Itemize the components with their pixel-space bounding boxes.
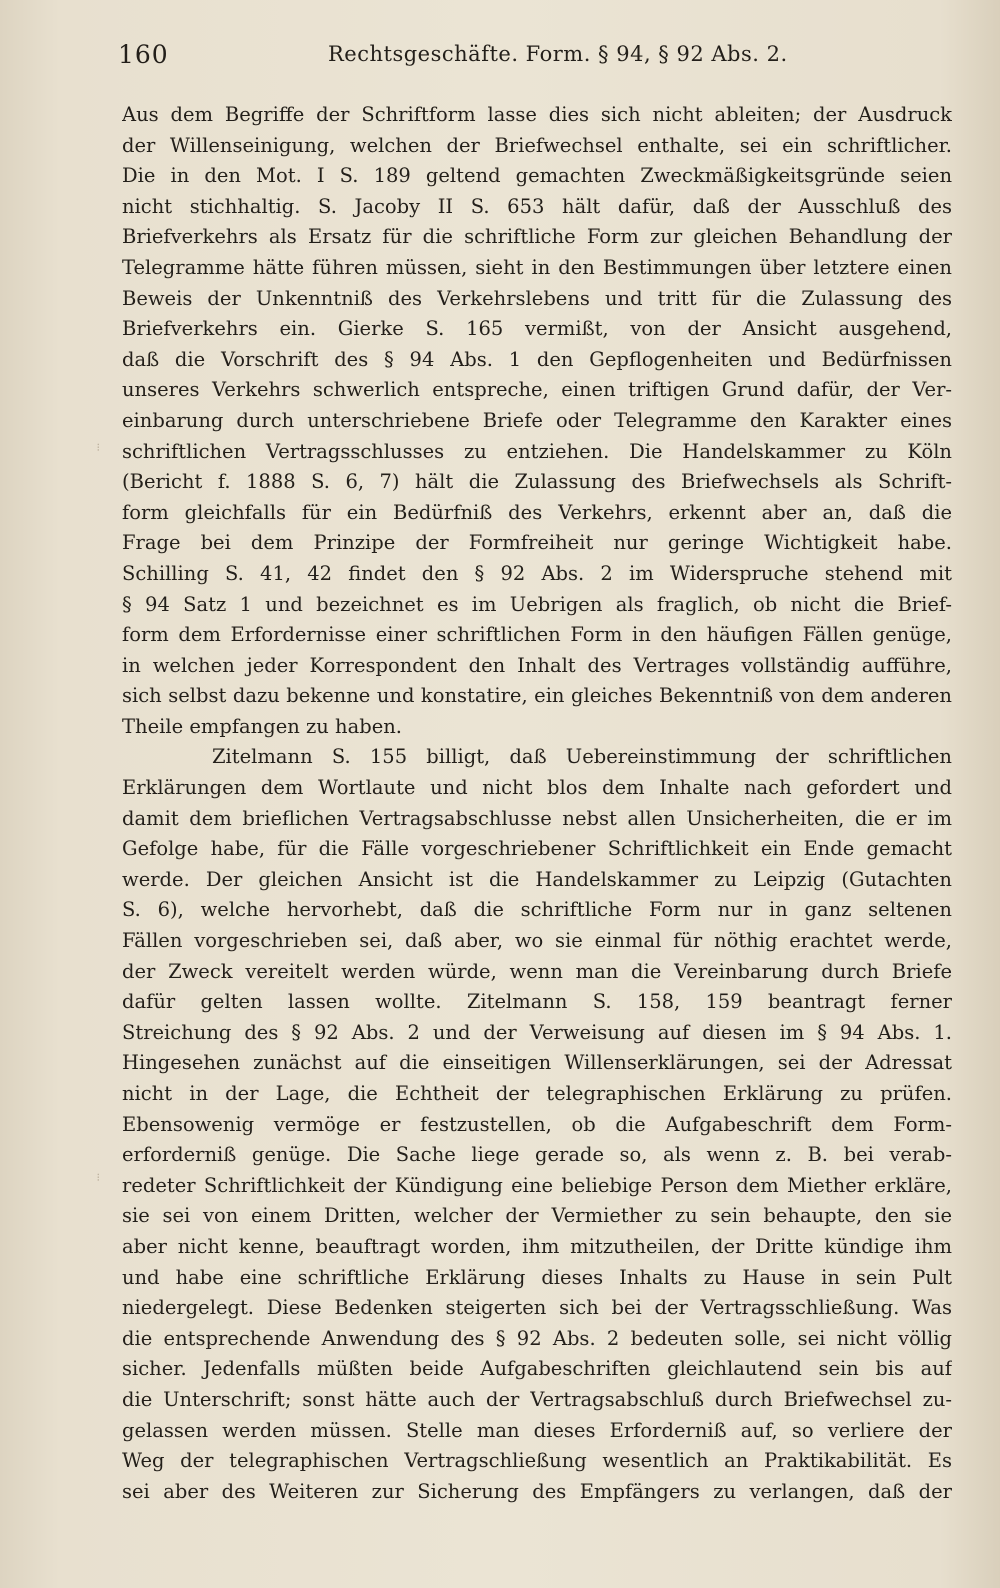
text-line: unseres Verkehrs schwerlich entspreche, einen triftigen Grund dafür, der Ver- — [122, 378, 952, 402]
text-line: daß die Vorschrift des § 94 Abs. 1 den Gepflogenheiten und Bedürfnissen — [122, 347, 952, 371]
text-line: nicht stichhaltig. S. Jacoby II S. 653 hält dafür, daß der Ausschluß des — [122, 194, 952, 218]
text-line: Beweis der Unkenntniß des Verkehrslebens und tritt für die Zulassung des — [122, 286, 952, 310]
text-line: redeter Schriftlichkeit der Kündigung eine beliebige Person dem Miether erkläre, — [122, 1173, 952, 1197]
text-line: dafür gelten lassen wollte. Zitelmann S. 158, 159 beantragt ferner — [122, 990, 952, 1014]
running-head: Rechtsgeschäfte. Form. § 94, § 92 Abs. 2. — [328, 42, 788, 66]
text-line: § 94 Satz 1 und bezeichnet es im Uebrigen als fraglich, ob nicht die Brief- — [122, 592, 952, 616]
text-line: nicht in der Lage, die Echtheit der telegraphischen Erklärung zu prüfen. — [122, 1082, 952, 1105]
text-line: werde. Der gleichen Ansicht ist die Handelskammer zu Leipzig (Gutachten — [122, 867, 952, 891]
text-line: Telegramme hätte führen müssen, sieht in den Bestimmungen über letztere einen — [122, 255, 952, 279]
text-line: der Willenseinigung, welchen der Briefwechsel enthalte, sei ein schriftlicher. — [122, 133, 952, 157]
body-text — [122, 100, 952, 1507]
text-line: die entsprechende Anwendung des § 92 Abs. 2 bedeuten solle, sei nicht völlig — [122, 1326, 952, 1350]
page-header — [118, 40, 948, 80]
text-line: Schilling S. 41, 42 findet den § 92 Abs. 2 im Widerspruche stehend mit — [122, 561, 952, 585]
text-line: Die in den Mot. I S. 189 geltend gemachten Zweckmäßigkeitsgründe seien — [122, 164, 952, 188]
text-line: einbarung durch unterschriebene Briefe oder Telegramme den Karakter eines — [122, 408, 952, 432]
text-line: gelassen werden müssen. Stelle man dieses Erforderniß auf, so verliere der — [122, 1418, 952, 1442]
text-line: Erklärungen dem Wortlaute und nicht blos dem Inhalte nach gefordert und — [122, 776, 952, 800]
text-line: Zitelmann S. 155 billigt, daß Uebereinstimmung der schriftlichen — [212, 745, 952, 769]
text-line: Hingesehen zunächst auf die einseitigen Willenserklärungen, sei der Adressat — [122, 1051, 952, 1075]
text-line: (Bericht f. 1888 S. 6, 7) hält die Zulassung des Briefwechsels als Schrift- — [122, 470, 952, 494]
text-line: S. 6), welche hervorhebt, daß die schriftliche Form nur in ganz seltenen — [122, 898, 952, 922]
page-number: 160 — [118, 40, 169, 69]
text-line: der Zweck vereitelt werden würde, wenn man die Vereinbarung durch Briefe — [122, 959, 952, 983]
text-line: aber nicht kenne, beauftragt worden, ihm mitzutheilen, der Dritte kündige ihm — [122, 1234, 952, 1258]
text-line: Gefolge habe, für die Fälle vorgeschriebener Schriftlichkeit ein Ende gemacht — [122, 837, 952, 861]
text-line: form gleichfalls für ein Bedürfniß des Verkehrs, erkennt aber an, daß die — [122, 500, 952, 524]
text-line: Ebensowenig vermöge er festzustellen, ob die Aufgabeschrift dem Form- — [122, 1112, 952, 1136]
text-line: und habe eine schriftliche Erklärung dieses Inhalts zu Hause in sein Pult — [122, 1265, 952, 1289]
text-line: niedergelegt. Diese Bedenken steigerten sich bei der Vertragsschließung. Was — [122, 1296, 952, 1320]
text-line: in welchen jeder Korrespondent den Inhalt des Vertrages vollständig aufführe, — [122, 653, 952, 677]
text-line: damit dem brieflichen Vertragsabschlusse nebst allen Unsicherheiten, die er im — [122, 806, 952, 830]
text-line: Theile empfangen zu haben. — [122, 714, 403, 738]
text-line: erforderniß genüge. Die Sache liege gerade so, als wenn z. B. bei verab- — [122, 1143, 952, 1167]
margin-note-bleedthrough: ⁝ — [96, 441, 100, 454]
text-line: sich selbst dazu bekenne und konstatire, ein gleiches Bekenntniß von dem anderen — [122, 684, 952, 708]
text-line: Aus dem Begriffe der Schriftform lasse dies sich nicht ableiten; der Ausdruck — [122, 103, 952, 126]
text-line: sie sei von einem Dritten, welcher der Vermiether zu sein behaupte, den sie — [122, 1204, 952, 1228]
text-line: Briefverkehrs als Ersatz für die schriftliche Form zur gleichen Behandlung der — [122, 225, 952, 249]
text-line: die Unterschrift; sonst hätte auch der Vertragsabschluß durch Briefwechsel zu- — [122, 1387, 952, 1411]
margin-note-bleedthrough: ⁝ — [96, 1171, 100, 1184]
text-line: sicher. Jedenfalls müßten beide Aufgabeschriften gleichlautend sein bis auf — [122, 1357, 952, 1381]
text-line: Streichung des § 92 Abs. 2 und der Verweisung auf diesen im § 94 Abs. 1. — [122, 1020, 952, 1044]
text-line: Frage bei dem Prinzipe der Formfreiheit nur geringe Wichtigkeit habe. — [122, 531, 952, 555]
text-line: Briefverkehrs ein. Gierke S. 165 vermißt, von der Ansicht ausgehend, — [122, 317, 952, 341]
text-line: form dem Erfordernisse einer schriftlichen Form in den häufigen Fällen genüge, — [122, 623, 952, 647]
text-line: Weg der telegraphischen Vertragschließung wesentlich an Praktikabilität. Es — [122, 1449, 952, 1473]
text-line: schriftlichen Vertragsschlusses zu entziehen. Die Handelskammer zu Köln — [122, 439, 952, 463]
text-line: Fällen vorgeschrieben sei, daß aber, wo sie einmal für nöthig erachtet werde, — [122, 929, 952, 953]
text-line: sei aber des Weiteren zur Sicherung des Empfängers zu verlangen, daß der — [122, 1479, 952, 1503]
